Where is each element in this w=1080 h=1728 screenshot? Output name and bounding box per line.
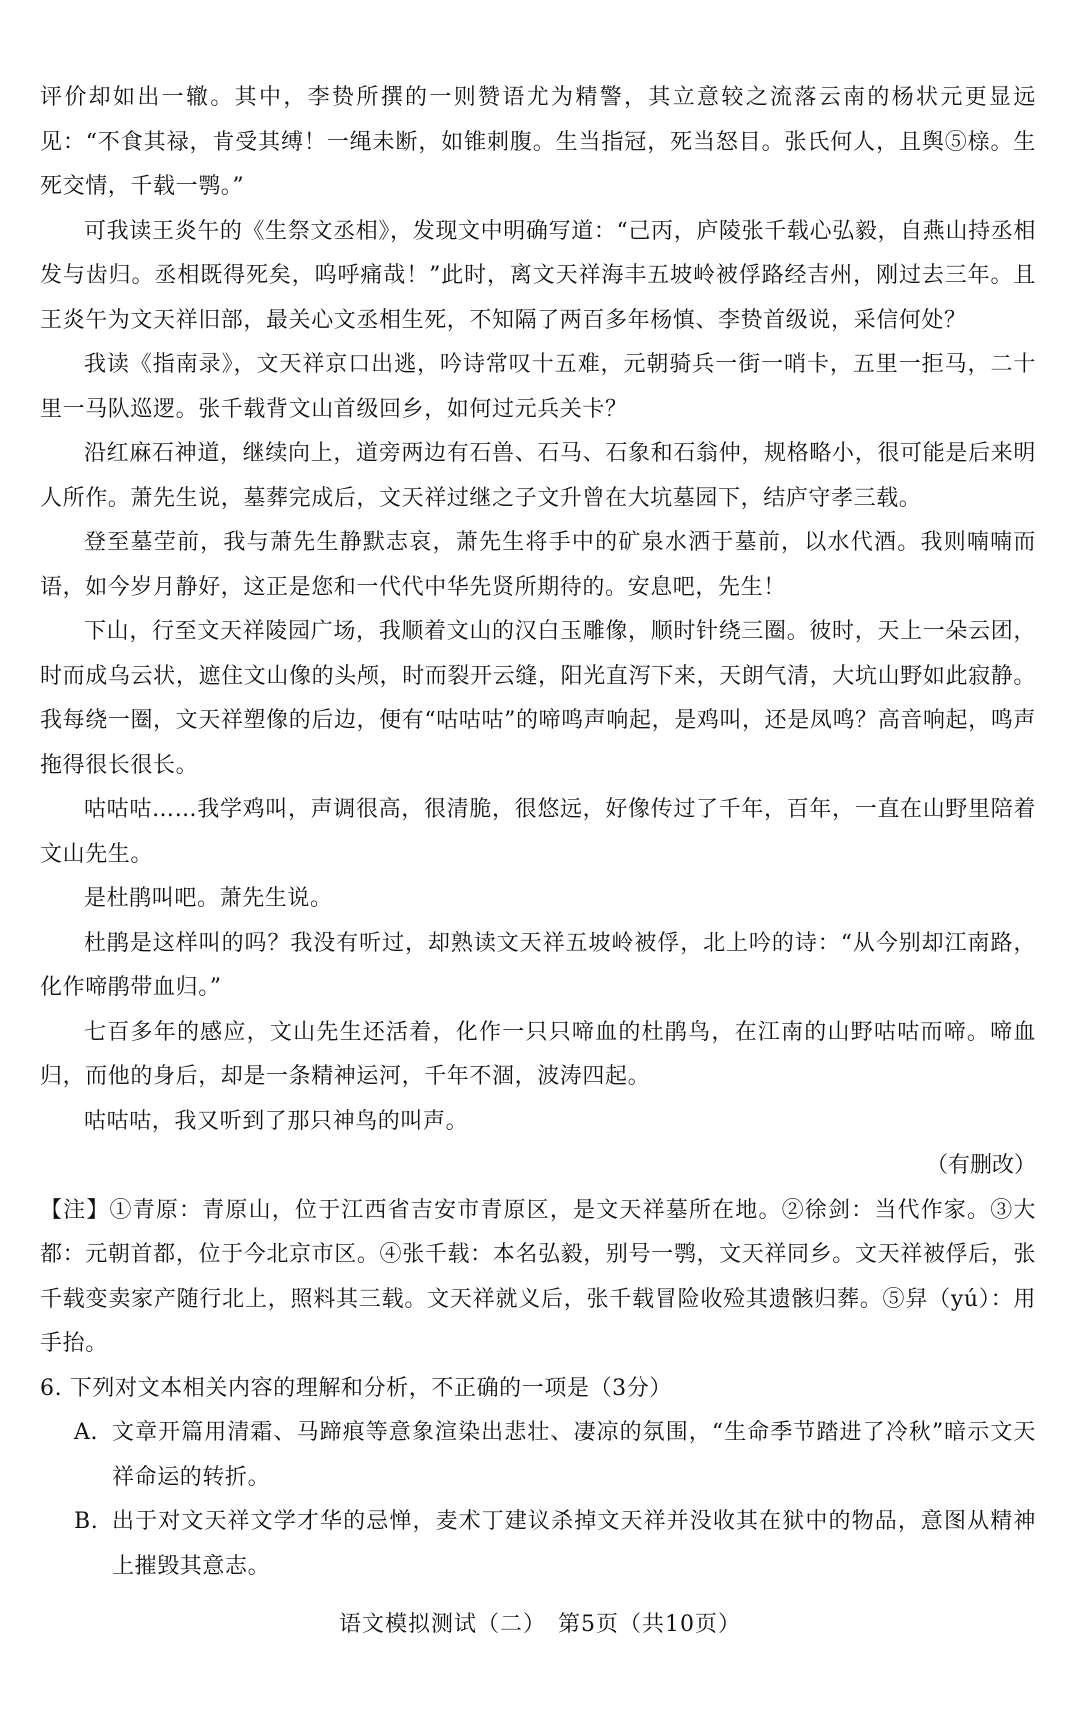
option-a-text: 文章开篇用清霜、马蹄痕等意象渲染出悲壮、凄凉的氛围，“生命季节踏进了冷秋”暗示文天祥命运的转折。 <box>112 1420 1036 1490</box>
passage-paragraph: 咕咕咕，我又听到了那只神鸟的叫声。 <box>84 1108 469 1134</box>
source-note: （有删改） <box>925 1153 1036 1178</box>
question-6-stem: 6. 下列对文本相关内容的理解和分析，不正确的一项是（3分） <box>40 1375 672 1401</box>
option-b <box>40 1500 1036 1589</box>
passage-paragraph: 登至墓茔前，我与萧先生静默志哀，萧先生将手中的矿泉水洒于墓前，以水代酒。我则喃喃而语，如今岁月静好，这正是您和一代代中华先贤所期待的。安息吧，先生！ <box>40 530 1036 600</box>
passage-paragraph: 评价却如出一辙。其中，李贽所撰的一则赞语尤为精警，其立意较之流落云南的杨状元更显远见：“不食其禄，肯受其缚！一绳未断，如锥刺腹。生当指冠，死当怒目。张氏何人，且舆⑤榇。生死交情，千载一鹗。” <box>40 85 1036 199</box>
passage-paragraph: 是杜鹃叫吧。萧先生说。 <box>84 886 333 911</box>
passage-paragraph: 我读《指南录》，文天祥京口出逃，吟诗常叹十五难，元朝骑兵一街一哨卡，五里一拒马，二十里一马队巡逻。张千载背文山首级回乡，如何过元兵关卡？ <box>40 352 1036 422</box>
page-footer: 语文模拟测试（二） 第5页（共10页） <box>339 1612 741 1637</box>
option-a-letter: A. <box>74 1420 99 1445</box>
passage-paragraph: 沿红麻石神道，继续向上，道旁两边有石兽、石马、石象和石翁仲，规格略小，很可能是后来明人所作。萧先生说，墓葬完成后，文天祥过继之子文升曾在大坑墓园下，结庐守孝三载。 <box>40 441 1036 511</box>
option-b-letter: B. <box>74 1509 99 1534</box>
option-a <box>40 1411 1036 1500</box>
option-b-text: 出于对文天祥文学才华的忌惮，麦术丁建议杀掉文天祥并没收其在狱中的物品，意图从精神上摧毁其意志。 <box>112 1509 1036 1579</box>
passage-paragraph: 可我读王炎午的《生祭文丞相》，发现文中明确写道：“己丙，庐陵张千载心弘毅，自燕山持丞相发与齿归。丞相既得死矣，呜呼痛哉！”此时，离文天祥海丰五坡岭被俘路经吉州，刚过去三年。且王炎午为文天祥旧部，最关心文丞相生死，不知隔了两百多年杨慎、李贽首级说，采信何处？ <box>40 218 1036 333</box>
passage-paragraph: 杜鹃是这样叫的吗？我没有听过，却熟读文天祥五坡岭被俘，北上吟的诗：“从今别却江南路，化作啼鹃带血归。” <box>40 930 1036 1000</box>
passage-paragraph: 七百多年的感应，文山先生还活着，化作一只只啼血的杜鹃鸟，在江南的山野咕咕而啼。啼血归，而他的身后，却是一条精神运河，千年不涸，波涛四起。 <box>40 1019 1036 1089</box>
annotation-notes: 【注】①青原：青原山，位于江西省吉安市青原区，是文天祥墓所在地。②徐剑：当代作家。③大都：元朝首都，位于今北京市区。④张千载：本名弘毅，别号一鹗，文天祥同乡。文天祥被俘后，张千载变卖家产随行北上，照料其三载。文天祥就义后，张千载冒险收殓其遗骸归葬。⑤舁（yú）：用手抬。 <box>40 1197 1036 1356</box>
passage-paragraph: 下山，行至文天祥陵园广场，我顺着文山的汉白玉雕像，顺时针绕三圈。彼时，天上一朵云团，时而成乌云状，遮住文山像的头颅，时而裂开云缝，阳光直泻下来，天朗气清，大坑山野如此寂静。我每绕一圈，文天祥塑像的后边，便有“咕咕咕”的啼鸣声响起，是鸡叫，还是凤鸣？高音响起，鸣声拖得很长很长。 <box>40 619 1036 778</box>
passage-paragraph: 咕咕咕……我学鸡叫，声调很高，很清脆，很悠远，好像传过了千年，百年，一直在山野里陪着文山先生。 <box>40 797 1036 867</box>
